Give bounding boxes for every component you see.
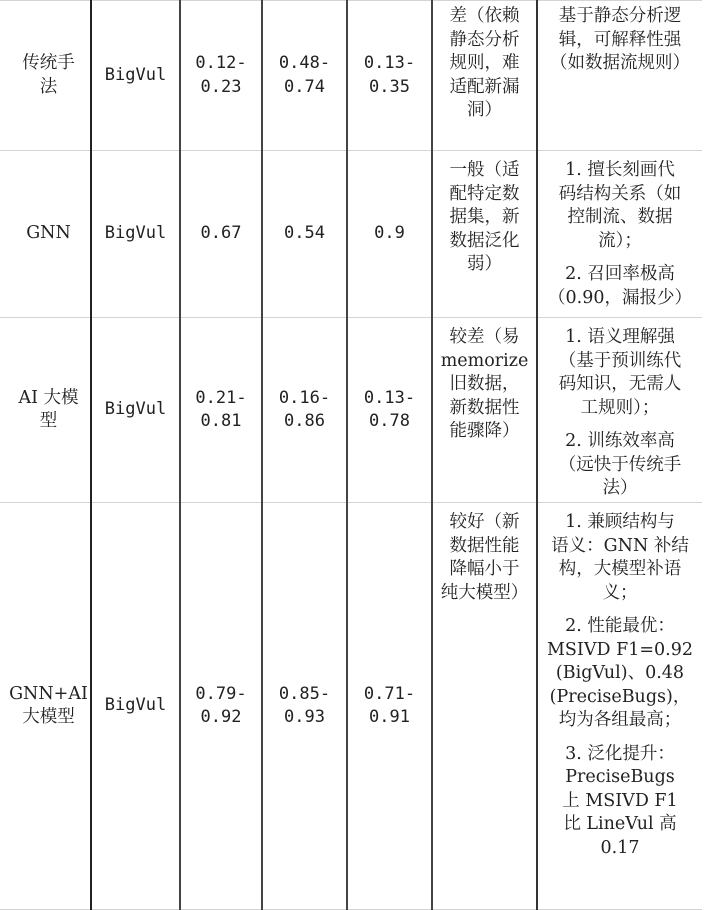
metric-2-cell (262, 318, 347, 503)
advantages-cell (537, 151, 702, 318)
metric-3-cell (347, 151, 432, 318)
method-cell-text: AI 大模 型 (18, 387, 79, 431)
generalization-cell-text: 一般（适 配特定数 据集，新 数据泛化 弱） (449, 160, 520, 274)
dataset-cell (91, 151, 180, 318)
metric-2-cell (262, 1, 347, 151)
metric-3-cell-text: 0.13- 0.78 (363, 387, 416, 431)
row-margin (0, 1, 7, 151)
generalization-cell (432, 151, 537, 318)
advantages-cell (537, 503, 702, 910)
advantage-item: 2. 召回率极高 （0.90，漏报少） (548, 264, 692, 308)
advantage-item: 1. 语义理解强 （基于预训练代 码知识，无需人 工规则）； (558, 327, 682, 418)
metric-3-cell (347, 318, 432, 503)
row-margin (0, 503, 7, 910)
advantages-cell (537, 318, 702, 503)
method-cell (7, 151, 91, 318)
metric-1-cell (180, 1, 262, 151)
metric-1-cell (180, 318, 262, 503)
method-cell (7, 1, 91, 151)
advantage-item: 1. 擅长刻画代 码结构关系（如 控制流、数据 流）； (558, 160, 682, 251)
metric-3-cell (347, 503, 432, 910)
table-row (0, 503, 702, 910)
dataset-cell-text: BigVul (104, 64, 167, 85)
advantage-item: 3. 泛化提升： PreciseBugs 上 MSIVD F1 比 LineVul 高 0.17 (562, 743, 678, 858)
generalization-cell-text: 较差（易 memorize 旧数据， 新数据性 能骤降） (440, 327, 529, 441)
dataset-cell (91, 318, 180, 503)
metric-2-cell (262, 151, 347, 318)
method-cell-text: 传统手 法 (22, 53, 75, 97)
advantage-item: 2. 性能最优： MSIVD F1=0.92 (BigVul)、0.48 (PreciseBugs)， 均为各组最高； (547, 616, 693, 730)
metric-1-cell-text: 0.21- 0.81 (195, 387, 247, 431)
metric-2-cell-text: 0.48- 0.74 (278, 53, 331, 97)
metric-2-cell (262, 503, 347, 910)
metric-1-cell-text: 0.79- 0.92 (195, 683, 247, 727)
metric-3-cell (347, 1, 432, 151)
generalization-cell-text: 差（依赖 静态分析 规则，难 适配新漏 洞） (449, 6, 520, 120)
metric-2-cell-text: 0.54 (284, 223, 325, 244)
advantage-item: 基于静态分析逻 辑，可解释性强 （如数据流规则） (550, 6, 690, 73)
dataset-cell-text: BigVul (104, 223, 167, 244)
table-body (0, 1, 702, 910)
method-cell (7, 318, 91, 503)
table-row (0, 318, 702, 503)
metric-1-cell (180, 503, 262, 910)
method-cell-text: GNN (26, 223, 71, 244)
advantage-item: 2. 训练效率高 （远快于传统手 法） (558, 431, 682, 498)
metric-1-cell (180, 151, 262, 318)
method-cell (7, 503, 91, 910)
generalization-cell (432, 1, 537, 151)
dataset-cell (91, 1, 180, 151)
metric-1-cell-text: 0.67 (200, 223, 242, 244)
generalization-cell (432, 318, 537, 503)
advantages-cell (537, 1, 702, 151)
advantage-item: 1. 兼顾结构与 语义：GNN 补结 构，大模型补语 义； (551, 512, 689, 603)
dataset-cell-text: BigVul (104, 695, 167, 716)
metric-3-cell-text: 0.13- 0.35 (363, 53, 416, 97)
metric-3-cell-text: 0.71- 0.91 (363, 683, 416, 727)
row-margin (0, 151, 7, 318)
table-row (0, 1, 702, 151)
dataset-cell-text: BigVul (104, 399, 167, 420)
metric-1-cell-text: 0.12- 0.23 (195, 53, 247, 97)
metric-3-cell-text: 0.9 (374, 223, 405, 244)
dataset-cell (91, 503, 180, 910)
metric-2-cell-text: 0.85- 0.93 (278, 683, 331, 727)
generalization-cell-text: 较好（新 数据性能 降幅小于 纯大模型） (440, 512, 529, 603)
generalization-cell (432, 503, 537, 910)
table-row (0, 151, 702, 318)
metric-2-cell-text: 0.16- 0.86 (278, 387, 331, 431)
method-cell-text: GNN+AI 大模型 (9, 683, 88, 727)
row-margin (0, 318, 7, 503)
